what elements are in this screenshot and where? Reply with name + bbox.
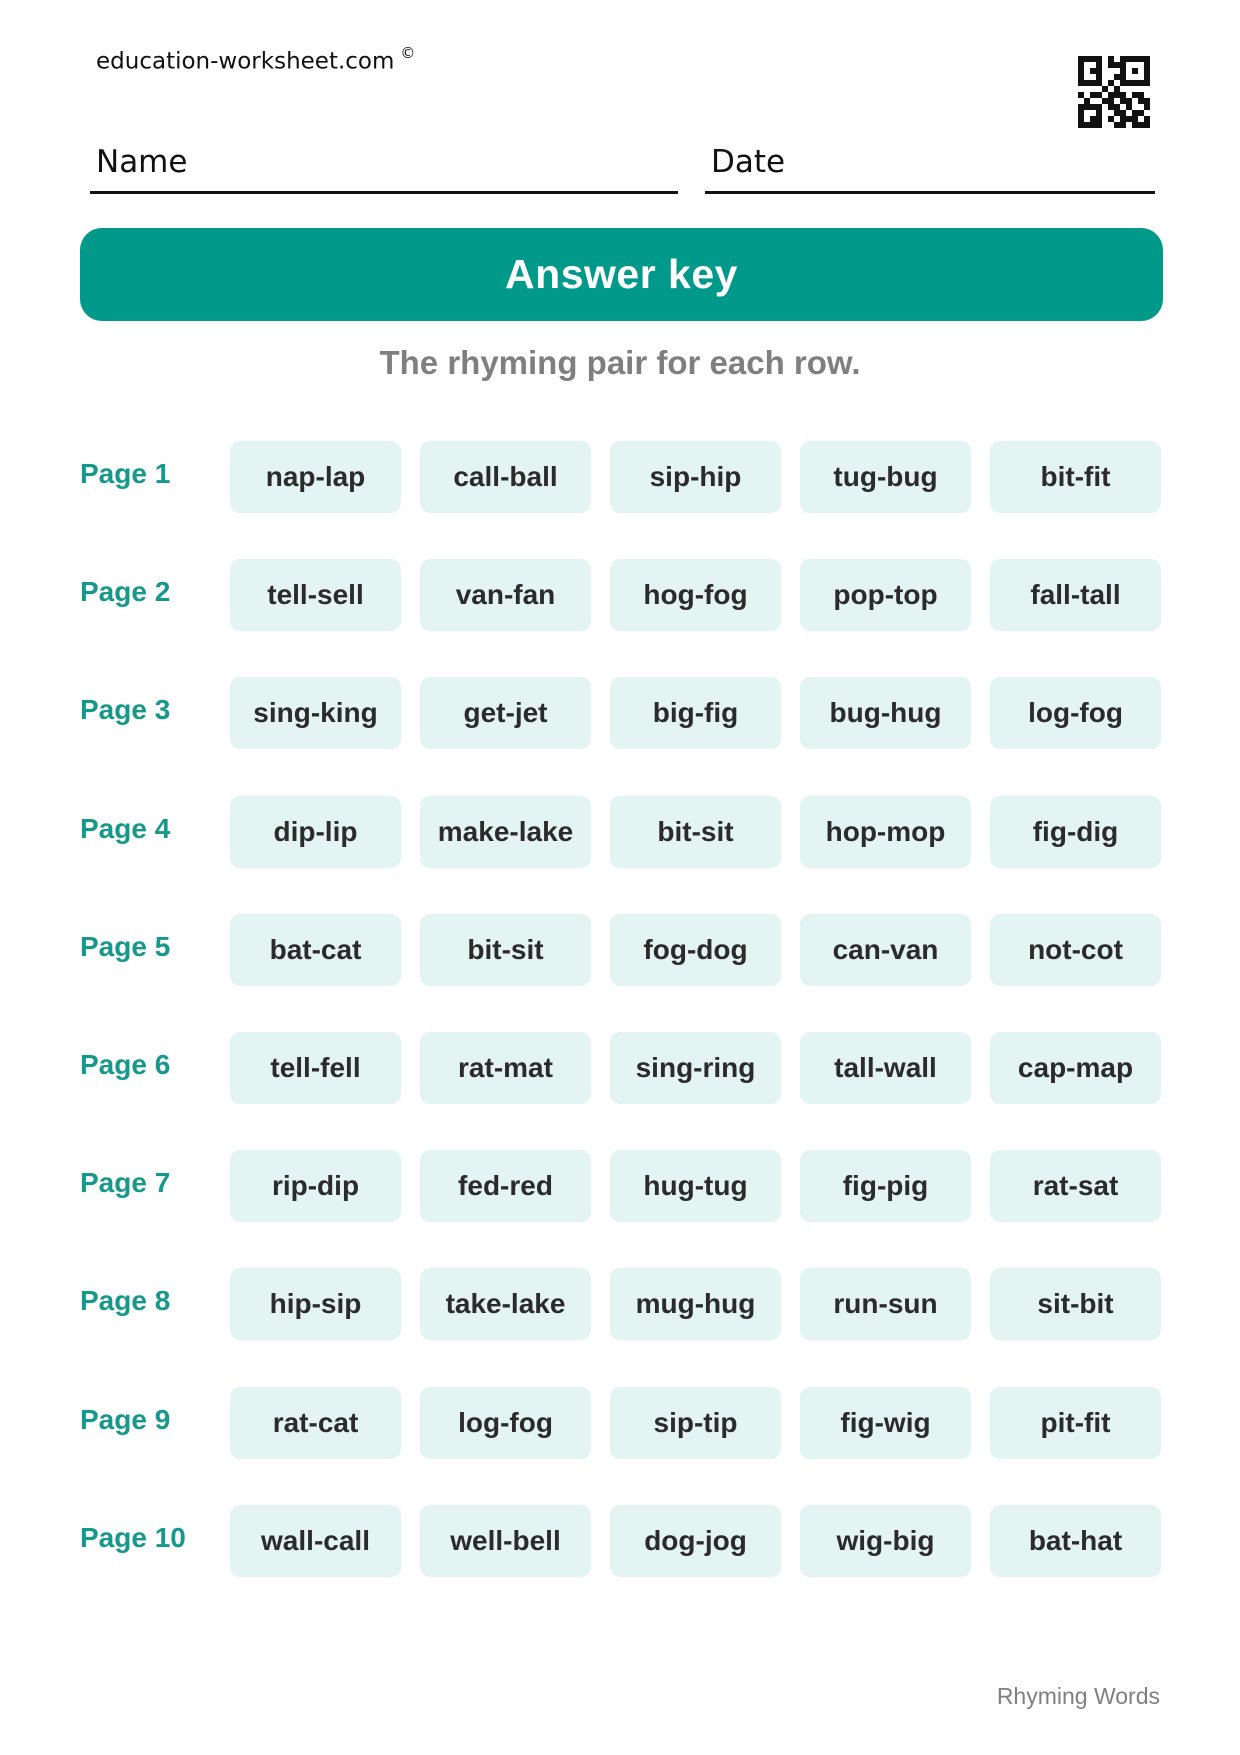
rhyme-pair-cell: dog-jog <box>610 1505 781 1577</box>
answer-row <box>0 1268 1240 1340</box>
footer-label: Rhyming Words <box>996 1683 1160 1709</box>
rhyme-pair-cell: bit-sit <box>610 796 781 868</box>
rhyme-pair-cell: sip-hip <box>610 441 781 513</box>
rhyme-pair-cell: hip-sip <box>230 1268 401 1340</box>
row-label: Page 5 <box>80 931 171 962</box>
rhyme-pair-cell: bit-fit <box>990 441 1161 513</box>
date-field[interactable] <box>705 140 1155 194</box>
rhyme-pair-cell: sing-ring <box>610 1032 781 1104</box>
rhyme-pair-cell: pit-fit <box>990 1387 1161 1459</box>
row-label: Page 2 <box>80 576 171 607</box>
rhyme-pair-cell: take-lake <box>420 1268 591 1340</box>
row-label: Page 4 <box>80 813 171 844</box>
rhyme-pair-cell: wig-big <box>800 1505 971 1577</box>
answer-row <box>0 914 1240 986</box>
rhyme-pair-cell: dip-lip <box>230 796 401 868</box>
rhyme-pair-cell: log-fog <box>990 677 1161 749</box>
rhyme-pair-cell: sing-king <box>230 677 401 749</box>
qr-code-icon <box>1078 56 1150 128</box>
rhyme-pair-cell: mug-hug <box>610 1268 781 1340</box>
row-label: Page 10 <box>80 1522 186 1553</box>
rhyme-pair-cell: rat-mat <box>420 1032 591 1104</box>
rhyme-pair-cell: bug-hug <box>800 677 971 749</box>
site-url: education-worksheet.com <box>96 48 395 75</box>
rhyme-pair-cell: tell-sell <box>230 559 401 631</box>
rhyme-pair-cell: sip-tip <box>610 1387 781 1459</box>
rhyme-pair-cell: fig-pig <box>800 1150 971 1222</box>
answer-row <box>0 1387 1240 1459</box>
rhyme-pair-cell: fog-dog <box>610 914 781 986</box>
rhyme-pair-cell: sit-bit <box>990 1268 1161 1340</box>
rhyme-pair-cell: tall-wall <box>800 1032 971 1104</box>
rhyme-pair-cell: make-lake <box>420 796 591 868</box>
banner-title: Answer key <box>505 251 738 297</box>
rhyme-pair-cell: rat-sat <box>990 1150 1161 1222</box>
rhyme-pair-cell: hop-mop <box>800 796 971 868</box>
name-field[interactable] <box>90 140 678 194</box>
rhyme-pair-cell: fig-wig <box>800 1387 971 1459</box>
rhyme-pair-cell: tug-bug <box>800 441 971 513</box>
rhyme-pair-cell: fig-dig <box>990 796 1161 868</box>
row-label: Page 3 <box>80 694 171 725</box>
answer-row <box>0 1032 1240 1104</box>
rhyme-pair-cell: cap-map <box>990 1032 1161 1104</box>
rhyme-pair-cell: tell-fell <box>230 1032 401 1104</box>
site-name <box>96 46 415 75</box>
rhyme-pair-cell: bat-hat <box>990 1505 1161 1577</box>
rhyme-pair-cell: bit-sit <box>420 914 591 986</box>
answer-row <box>0 559 1240 631</box>
rhyme-pair-cell: wall-call <box>230 1505 401 1577</box>
rhyme-pair-cell: rat-cat <box>230 1387 401 1459</box>
rhyme-pair-cell: fed-red <box>420 1150 591 1222</box>
row-label: Page 6 <box>80 1049 171 1080</box>
rhyme-pair-cell: run-sun <box>800 1268 971 1340</box>
answer-row <box>0 1150 1240 1222</box>
rhyme-pair-cell: big-fig <box>610 677 781 749</box>
rhyme-pair-cell: van-fan <box>420 559 591 631</box>
answer-key-banner <box>80 228 1163 321</box>
rhyme-pair-cell: rip-dip <box>230 1150 401 1222</box>
subtitle: The rhyming pair for each row. <box>379 344 861 381</box>
row-label: Page 1 <box>80 458 171 489</box>
copyright-mark: © <box>400 44 416 62</box>
rhyme-pair-cell: log-fog <box>420 1387 591 1459</box>
rhyme-pair-cell: nap-lap <box>230 441 401 513</box>
row-label: Page 7 <box>80 1167 171 1198</box>
answer-row <box>0 677 1240 749</box>
rhyme-pair-cell: well-bell <box>420 1505 591 1577</box>
answer-row <box>0 441 1240 513</box>
rhyme-pair-cell: call-ball <box>420 441 591 513</box>
rhyme-pair-cell: fall-tall <box>990 559 1161 631</box>
rhyme-pair-cell: get-jet <box>420 677 591 749</box>
row-label: Page 9 <box>80 1404 171 1435</box>
rhyme-pair-cell: can-van <box>800 914 971 986</box>
row-label: Page 8 <box>80 1285 171 1316</box>
date-label: Date <box>711 144 786 180</box>
rhyme-pair-cell: pop-top <box>800 559 971 631</box>
name-label: Name <box>96 144 188 180</box>
answer-row <box>0 796 1240 868</box>
rhyme-pair-cell: hug-tug <box>610 1150 781 1222</box>
rhyme-pair-cell: hog-fog <box>610 559 781 631</box>
answer-row <box>0 1505 1240 1577</box>
rhyme-pair-cell: bat-cat <box>230 914 401 986</box>
rhyme-pair-cell: not-cot <box>990 914 1161 986</box>
